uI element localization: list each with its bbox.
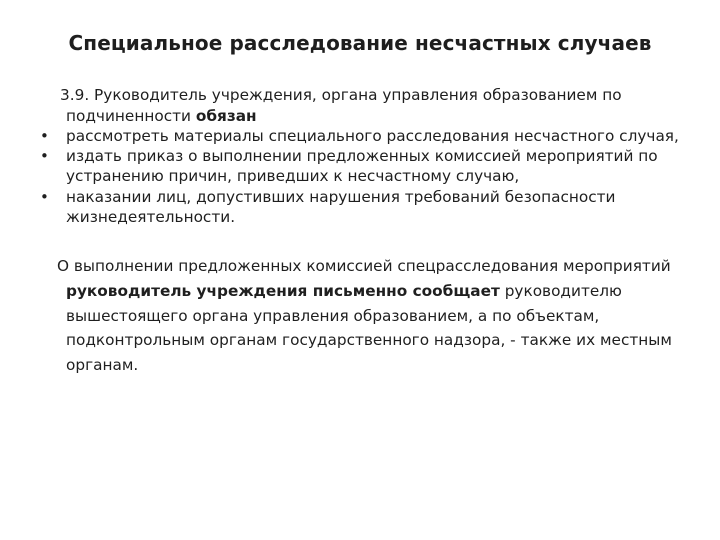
list-item (40, 146, 700, 187)
bullet-icon: • (40, 126, 49, 145)
report-text-before: О выполнении предложенных комиссией спецрасследования мероприятий (57, 257, 671, 276)
intro-text: 3.9. Руководитель учреждения, органа управления образованием по подчиненности (60, 86, 622, 125)
report-text-bold: руководитель учреждения письменно сообщает (66, 281, 500, 300)
list-item (40, 187, 700, 228)
bullet-icon: • (40, 187, 49, 206)
list-item (40, 126, 700, 146)
bullet-list (40, 126, 700, 227)
slide-content (40, 70, 700, 377)
bullet-text: издать приказ о выполнении предложенных комиссией мероприятий по устранению причин, приведших к несчастному случаю, (66, 147, 658, 186)
intro-paragraph (40, 85, 700, 126)
bullet-icon: • (40, 147, 49, 166)
slide-title: Специальное расследование несчастных случаев (68, 31, 652, 55)
intro-bold: обязан (195, 106, 257, 125)
bullet-text: рассмотреть материалы специального расследования несчастного случая, (66, 126, 679, 145)
report-text-after: руководителю вышестоящего органа управления образованием, а по объектам, подконтрольным органам государственного надзора, - также их местным органам. (66, 281, 672, 374)
report-paragraph (40, 254, 700, 377)
bullet-text: наказании лиц, допустивших нарушения требований безопасности жизнедеятельности. (66, 187, 616, 227)
